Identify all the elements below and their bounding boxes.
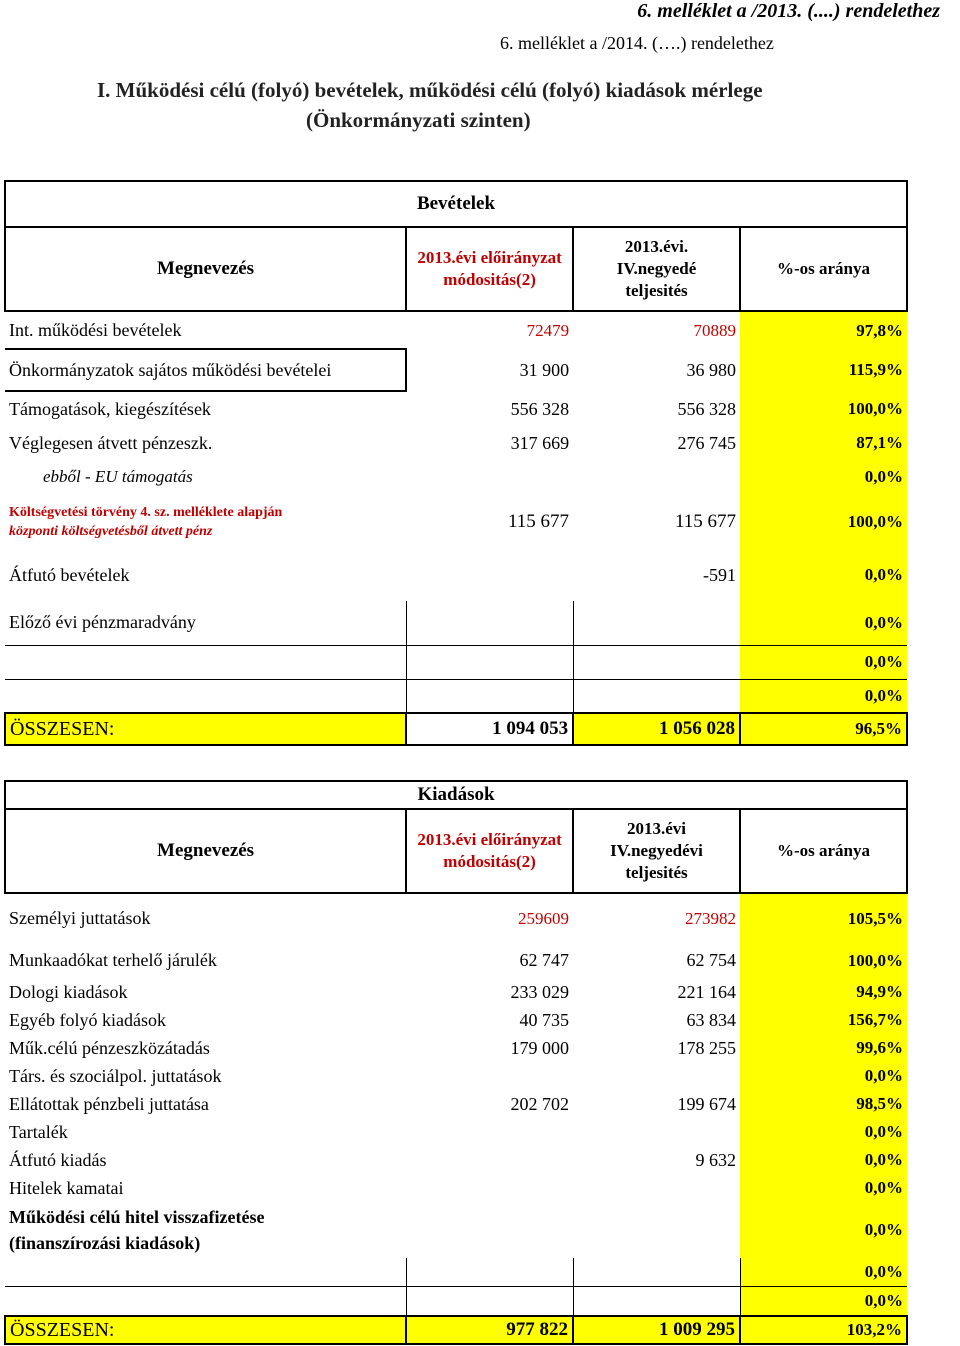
row-plan: 62 747 [519, 950, 570, 970]
table-row [5, 1090, 907, 1118]
row-label: Műk.célú pénzeszközátadás [9, 1037, 210, 1058]
table-row [5, 549, 907, 601]
row-pct: 0,0% [740, 1286, 907, 1316]
table-row [5, 391, 907, 427]
row-actual: 273982 [685, 908, 736, 928]
row-pct: 97,8% [740, 311, 907, 349]
row-label: ebből - EU támogatás [43, 467, 193, 486]
total-label: ÖSSZESEN: [5, 1316, 406, 1344]
row-label: Átfutó bevételek [9, 564, 130, 585]
row-actual: 62 754 [686, 950, 736, 970]
table-row [5, 1258, 907, 1286]
table-row [5, 1202, 907, 1258]
row-plan: 115 677 [508, 511, 570, 532]
revenue-col-name: Megnevezés [5, 227, 406, 311]
row-label: Munkaadókat terhelő járulék [9, 950, 217, 970]
row-plan: 233 029 [510, 981, 570, 1002]
total-actual: 1 009 295 [573, 1316, 740, 1344]
row-plan: 31 900 [519, 359, 570, 380]
row-label: Egyéb folyó kiadások [9, 1009, 166, 1030]
row-plan [406, 549, 573, 601]
total-row [5, 1316, 907, 1344]
row-actual: 221 164 [677, 981, 736, 1002]
document-subtitle: (Önkormányzati szinten) [306, 108, 531, 132]
row-pct: 0,0% [740, 1146, 907, 1174]
row-label [5, 495, 406, 549]
expense-col-name: Megnevezés [5, 809, 406, 893]
row-label-line-1: Működési célú hitel visszafizetése [9, 1207, 265, 1227]
table-row [5, 645, 907, 679]
row-actual [573, 459, 740, 495]
row-plan [406, 459, 573, 495]
row-actual [573, 1062, 740, 1090]
expense-col-pct: %-os aránya [740, 809, 907, 893]
row-label: Személyi juttatások [9, 908, 151, 928]
row-pct: 100,0% [740, 943, 907, 978]
row-plan: 556 328 [510, 398, 570, 419]
row-label: Tartalék [9, 1121, 68, 1142]
row-label: Előző évi pénzmaradvány [5, 601, 406, 645]
expense-table [4, 780, 908, 1345]
row-actual: 70889 [693, 320, 737, 340]
table-row [5, 1118, 907, 1146]
row-plan: 179 000 [510, 1037, 570, 1058]
row-pct: 115,9% [740, 349, 907, 391]
row-pct: 98,5% [740, 1090, 907, 1118]
total-actual: 1 056 028 [573, 713, 740, 745]
table-row [5, 1006, 907, 1034]
row-pct: 0,0% [740, 1118, 907, 1146]
row-plan: 202 702 [510, 1093, 570, 1114]
row-plan [406, 1146, 573, 1174]
expense-section-title: Kiadások [5, 781, 907, 809]
row-pct: 0,0% [740, 679, 907, 713]
row-plan [406, 1258, 573, 1286]
row-label: Véglegesen átvett pénzeszk. [9, 432, 213, 453]
row-actual [573, 1118, 740, 1146]
row-actual [573, 601, 740, 645]
row-actual [573, 1174, 740, 1202]
table-row [5, 1146, 907, 1174]
row-label: Int. működési bevételek [9, 319, 182, 340]
row-actual: 36 980 [686, 359, 737, 380]
table-row [5, 1062, 907, 1090]
row-label: Társ. és szociálpol. juttatások [9, 1065, 222, 1086]
row-actual: 178 255 [677, 1037, 736, 1058]
row-plan [406, 645, 573, 679]
revenue-col-actual: 2013.évi. IV.negyedé teljesités [573, 227, 740, 311]
revenue-section-title: Bevételek [5, 181, 907, 227]
row-pct: 99,6% [740, 1034, 907, 1062]
row-label: Támogatások, kiegészítések [9, 399, 211, 419]
row-pct: 156,7% [740, 1006, 907, 1034]
row-actual [573, 645, 740, 679]
row-pct: 0,0% [740, 1258, 907, 1286]
row-pct: 0,0% [740, 459, 907, 495]
row-plan: 317 669 [510, 432, 570, 453]
revenue-table [4, 180, 908, 746]
row-label: Hitelek kamatai [9, 1177, 124, 1198]
row-label [5, 679, 406, 713]
row-actual: 63 834 [686, 1009, 736, 1030]
revenue-col-plan: 2013.évi előirányzat módositás(2) [406, 227, 573, 311]
row-actual [573, 1286, 740, 1316]
table-row [5, 495, 907, 549]
table-row [5, 427, 907, 459]
row-label [5, 1202, 406, 1258]
row-actual [573, 679, 740, 713]
row-label: Ellátottak pénzbeli juttatása [9, 1093, 209, 1114]
row-actual [573, 1258, 740, 1286]
row-actual: 9 632 [695, 1149, 736, 1170]
row-actual: -591 [703, 564, 737, 585]
row-actual [573, 1202, 740, 1258]
row-pct: 100,0% [740, 391, 907, 427]
row-pct: 100,0% [740, 495, 907, 549]
revenue-col-pct: %-os aránya [740, 227, 907, 311]
expense-col-plan: 2013.évi előirányzat módositás(2) [406, 809, 573, 893]
table-row [5, 943, 907, 978]
row-plan: 259609 [518, 908, 570, 928]
row-pct: 105,5% [740, 893, 907, 943]
table-row [5, 459, 907, 495]
total-plan: 1 094 053 [406, 713, 573, 745]
total-label: ÖSSZESEN: [5, 713, 406, 745]
table-row [5, 349, 907, 391]
row-pct: 0,0% [740, 1062, 907, 1090]
row-plan [406, 1202, 573, 1258]
table-row [5, 1286, 907, 1316]
row-actual: 199 674 [677, 1093, 736, 1114]
total-row [5, 713, 907, 745]
row-pct: 94,9% [740, 978, 907, 1006]
row-plan [406, 601, 573, 645]
row-label: Dologi kiadások [9, 981, 128, 1002]
table-row [5, 311, 907, 349]
row-label: Önkormányzatok sajátos működési bevételei [5, 349, 406, 391]
row-actual: 115 677 [674, 511, 737, 532]
document-title: I. Működési célú (folyó) bevételek, működési célú (folyó) kiadások mérlege [97, 78, 763, 102]
row-label: Átfutó kiadás [9, 1149, 107, 1170]
table-row [5, 1174, 907, 1202]
row-label [5, 1286, 406, 1316]
row-pct: 0,0% [740, 601, 907, 645]
row-plan: 72479 [526, 320, 570, 340]
row-actual: 276 745 [677, 432, 737, 453]
row-plan [406, 1118, 573, 1146]
table-row [5, 1034, 907, 1062]
row-label [5, 645, 406, 679]
table-row [5, 601, 907, 645]
row-plan [406, 1286, 573, 1316]
total-pct: 103,2% [740, 1316, 907, 1344]
total-pct: 96,5% [740, 713, 907, 745]
annex-reference-2014: 6. melléklet a /2014. (….) rendelethez [500, 33, 774, 53]
row-pct: 0,0% [740, 645, 907, 679]
row-plan: 40 735 [519, 1009, 570, 1030]
expense-col-actual: 2013.évi IV.negyedévi teljesités [573, 809, 740, 893]
row-plan [406, 1174, 573, 1202]
row-actual: 556 328 [677, 398, 737, 419]
row-label-line-2: központi költségvetésből átvett pénz [9, 524, 213, 539]
row-label-line-1: Költségvetési törvény 4. sz. melléklete alapján [9, 505, 283, 520]
row-pct: 87,1% [740, 427, 907, 459]
total-plan: 977 822 [406, 1316, 573, 1344]
row-label [5, 1258, 406, 1286]
row-pct: 0,0% [740, 549, 907, 601]
table-row [5, 978, 907, 1006]
row-plan [406, 1062, 573, 1090]
table-row [5, 893, 907, 943]
row-pct: 0,0% [740, 1174, 907, 1202]
row-pct: 0,0% [740, 1202, 907, 1258]
annex-reference-2013: 6. melléklet a /2013. (....) rendelethez [637, 0, 940, 22]
row-plan [406, 679, 573, 713]
table-row [5, 679, 907, 713]
row-label-line-2: (finanszírozási kiadások) [9, 1233, 201, 1253]
